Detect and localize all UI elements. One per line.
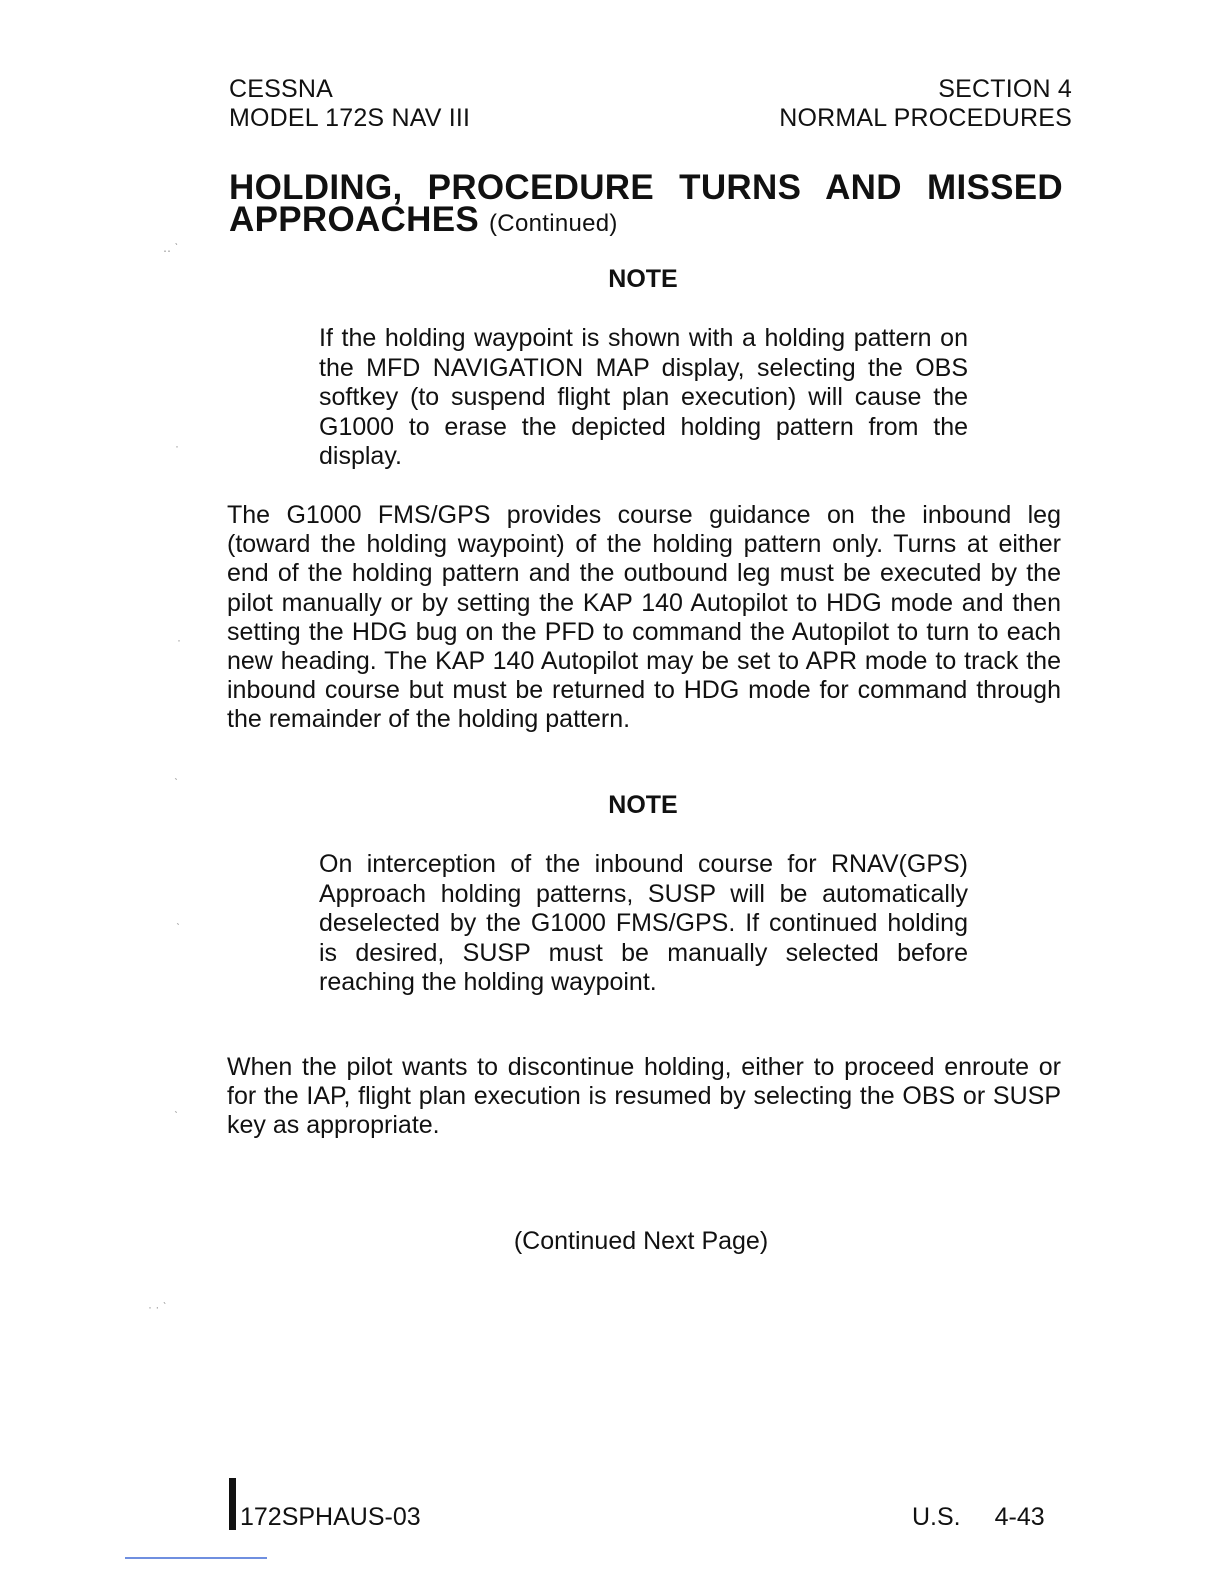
scan-artifact: ˋ (174, 1109, 178, 1123)
header-section-title: NORMAL PROCEDURES (779, 104, 1072, 132)
continued-next-page: (Continued Next Page) (513, 1227, 769, 1255)
note-heading: NOTE (608, 265, 678, 293)
scan-edge-line (125, 1557, 267, 1559)
scan-artifact: · · ˋ (148, 1300, 167, 1314)
revision-bar (229, 1478, 236, 1530)
scan-artifact: · (175, 439, 179, 453)
note-body: If the holding waypoint is shown with a holding pattern on the MFD NAVIGATION MAP display, selecting the OBS softkey (to suspend flight plan execution) will cause the G1000 to erase the depicted holding pattern from the display. (319, 324, 968, 470)
footer-page-number: 4-43 (994, 1503, 1045, 1531)
scan-artifact: ‥ ˋ (163, 241, 179, 255)
section-title-line1: HOLDING, PROCEDURE TURNS AND MISSED (229, 168, 1063, 207)
section-title-continued: (Continued) (489, 210, 618, 237)
footer-region: U.S. (912, 1503, 961, 1531)
section-title-word: APPROACHES (229, 200, 479, 239)
scan-artifact: ˋ (176, 921, 180, 935)
footer-doc-id: 172SPHAUS-03 (240, 1503, 421, 1531)
header-right (779, 75, 1072, 133)
scan-artifact: · (177, 633, 181, 647)
body-paragraph: When the pilot wants to discontinue holding, either to proceed enroute or for the IAP, flight plan execution is resumed by selecting the OBS or SUSP key as appropriate. (227, 1053, 1061, 1140)
header-left (229, 75, 470, 133)
header-model: MODEL 172S NAV III (229, 104, 471, 132)
footer-right (912, 1503, 1045, 1532)
note-heading: NOTE (608, 791, 678, 819)
note-body: On interception of the inbound course for RNAV(GPS) Approach holding patterns, SUSP will be automatically deselected by the G1000 FMS/GPS. If continued holding is desired, SUSP must be manually selected before reaching the holding waypoint. (319, 850, 968, 996)
header-section: SECTION 4 (938, 75, 1072, 103)
section-title-line2 (229, 200, 618, 239)
header-manufacturer: CESSNA (229, 75, 334, 103)
scan-artifact: ˋ (174, 776, 178, 790)
body-paragraph: The G1000 FMS/GPS provides course guidance on the inbound leg (toward the holding waypoint) of the holding pattern only. Turns at either end of the holding pattern and the outbound leg must be executed by the pilot manually or by setting the KAP 140 Autopilot to HDG mode and then setting the HDG bug on the PFD to command the Autopilot to turn to each new heading. The KAP 140 Autopilot may be set to APR mode to track the inbound course but must be returned to HDG mode for command through the remainder of the holding pattern. (227, 501, 1061, 734)
